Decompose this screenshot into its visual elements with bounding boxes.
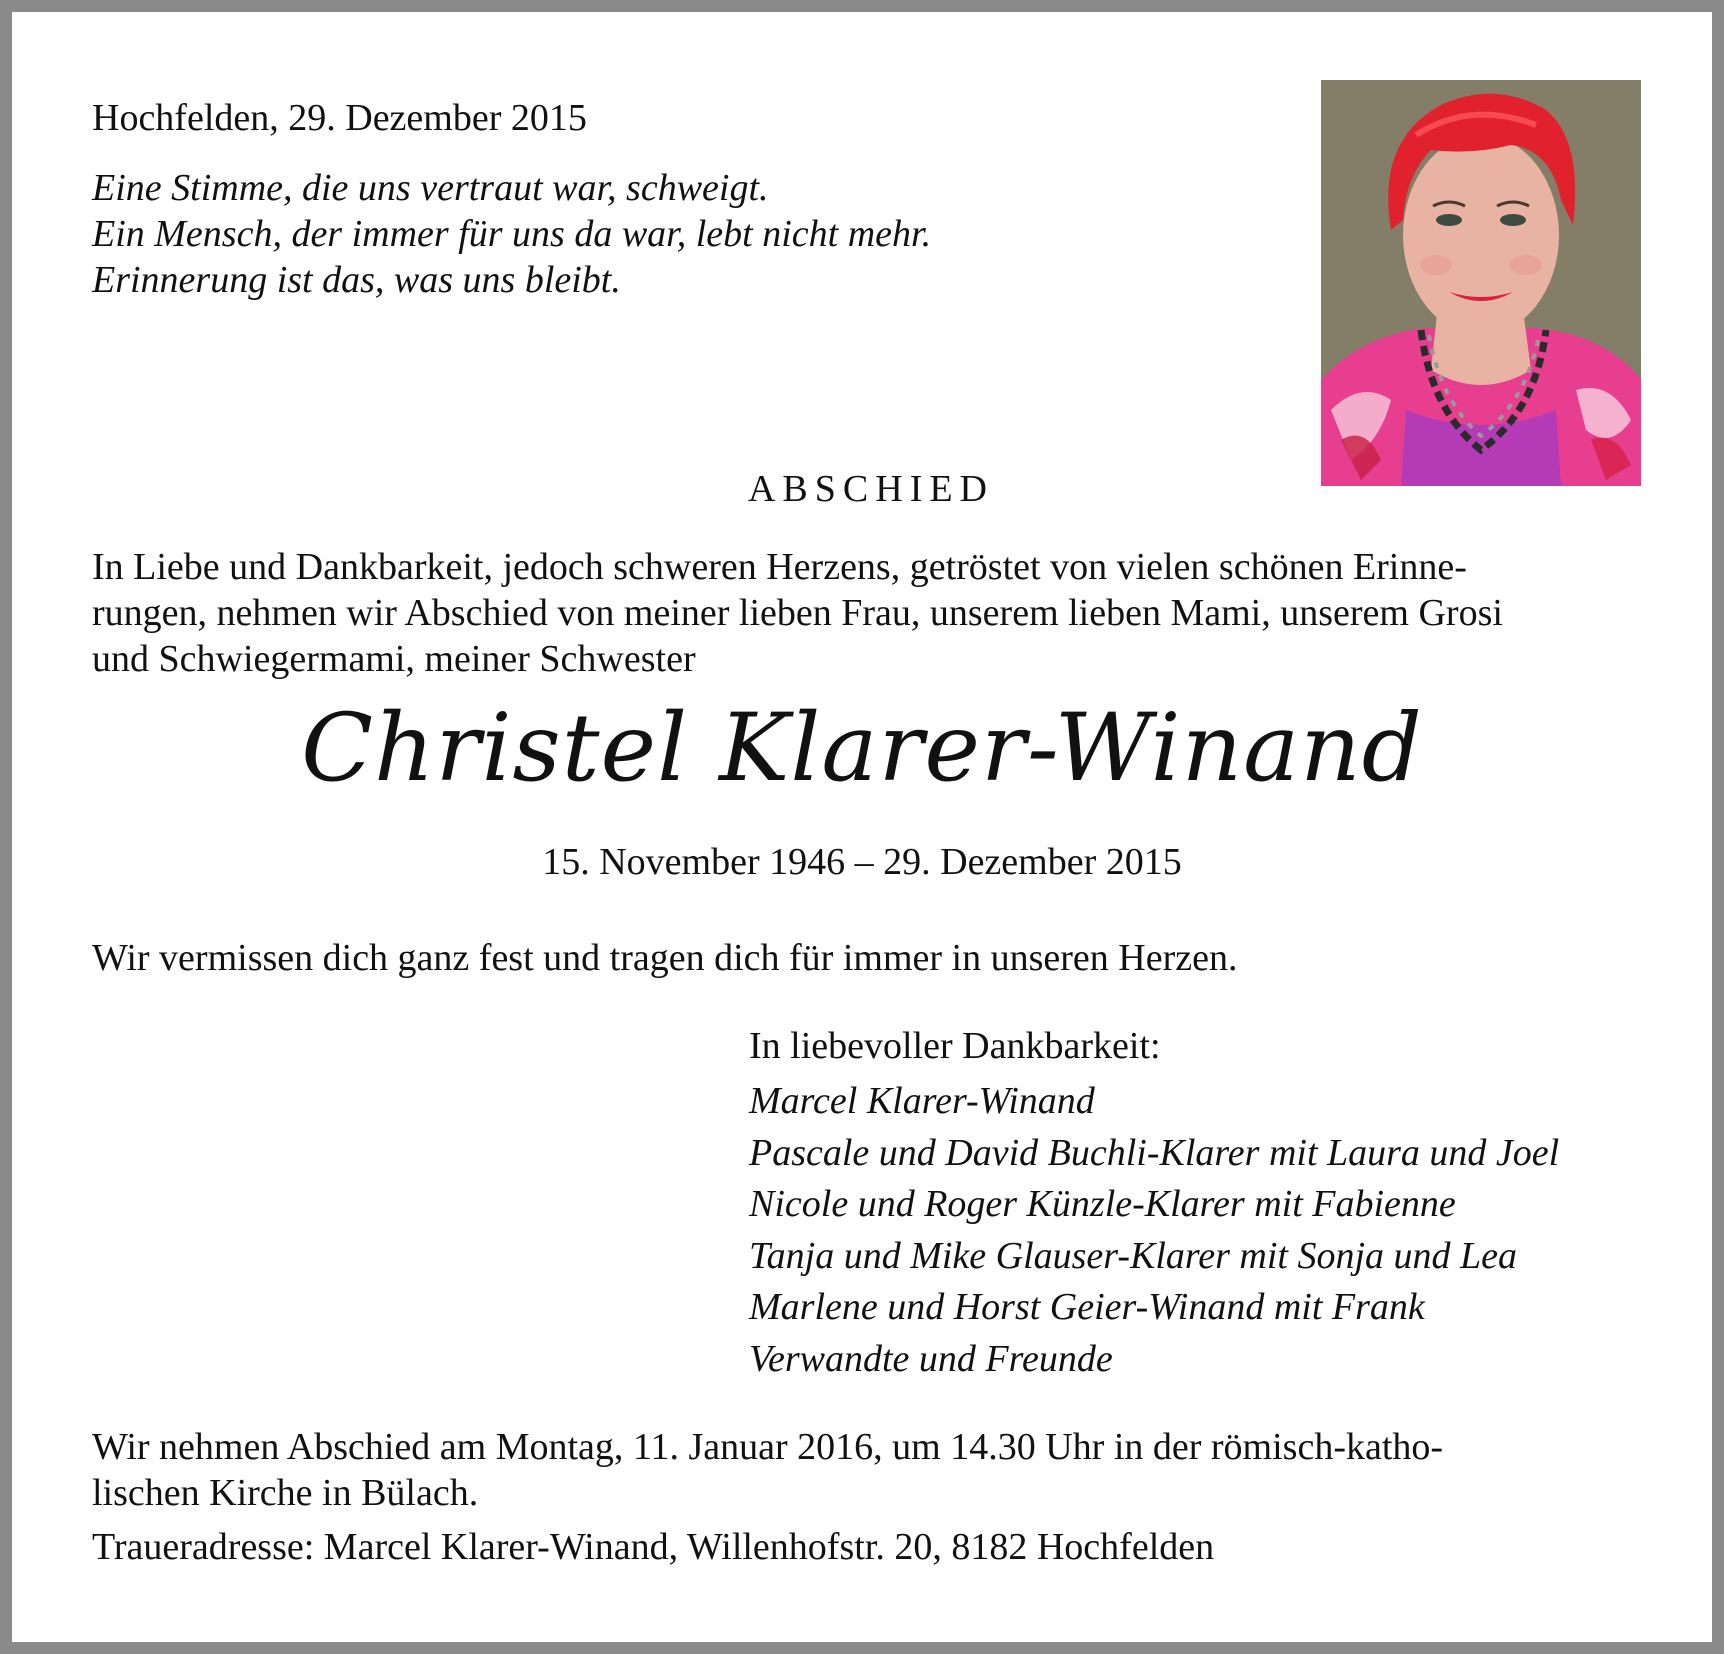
mourning-address: Traueradresse: Marcel Klarer-Winand, Willenhofstr. 20, 8182 Hochfelden bbox=[92, 1526, 1215, 1568]
service-info bbox=[92, 1424, 1640, 1516]
signatory-list bbox=[749, 1076, 1559, 1385]
signatories-lead: In liebevoller Dankbarkeit: bbox=[749, 1025, 1161, 1067]
intro-paragraph bbox=[92, 544, 1640, 682]
signatory-name: Verwandte und Freunde bbox=[749, 1337, 1113, 1380]
service-line: lischen Kirche in Bülach. bbox=[92, 1472, 479, 1514]
poem-line: Eine Stimme, die uns vertraut war, schweigt. bbox=[92, 167, 769, 209]
signatory-name: Nicole und Roger Künzle-Klarer mit Fabienne bbox=[749, 1183, 1456, 1225]
intro-line: In Liebe und Dankbarkeit, jedoch schweren Herzens, getröstet von vielen schönen Erinne- bbox=[92, 546, 1467, 588]
signatory-name: Pascale und David Buchli-Klarer mit Laura und Joel bbox=[749, 1131, 1560, 1174]
poem-line: Ein Mensch, der immer für uns da war, lebt nicht mehr. bbox=[92, 213, 932, 255]
portrait-photo-icon bbox=[1321, 80, 1641, 486]
message: Wir vermissen dich ganz fest und tragen dich für immer in unseren Herzen. bbox=[92, 937, 1238, 979]
poem bbox=[92, 165, 931, 303]
life-dates: 15. November 1946 – 29. Dezember 2015 bbox=[542, 841, 1182, 883]
signatory-name: Marlene und Horst Geier-Winand mit Frank bbox=[749, 1286, 1425, 1328]
poem-line: Erinnerung ist das, was uns bleibt. bbox=[92, 259, 621, 301]
place-date: Hochfelden, 29. Dezember 2015 bbox=[92, 97, 587, 139]
service-line: Wir nehmen Abschied am Montag, 11. Januar 2016, um 14.30 Uhr in der römisch-katho- bbox=[92, 1426, 1444, 1468]
obituary-page bbox=[12, 12, 1712, 1642]
deceased-name: Christel Klarer-Winand bbox=[301, 694, 1423, 803]
notice-heading: ABSCHIED bbox=[747, 468, 995, 510]
intro-line: rungen, nehmen wir Abschied von meiner lieben Frau, unserem lieben Mami, unserem Grosi bbox=[92, 592, 1503, 634]
intro-line: und Schwiegermami, meiner Schwester bbox=[92, 638, 696, 680]
signatories bbox=[749, 1022, 1559, 1385]
signatory-name: Marcel Klarer-Winand bbox=[749, 1080, 1095, 1122]
signatory-name: Tanja und Mike Glauser-Klarer mit Sonja und Lea bbox=[749, 1234, 1518, 1277]
